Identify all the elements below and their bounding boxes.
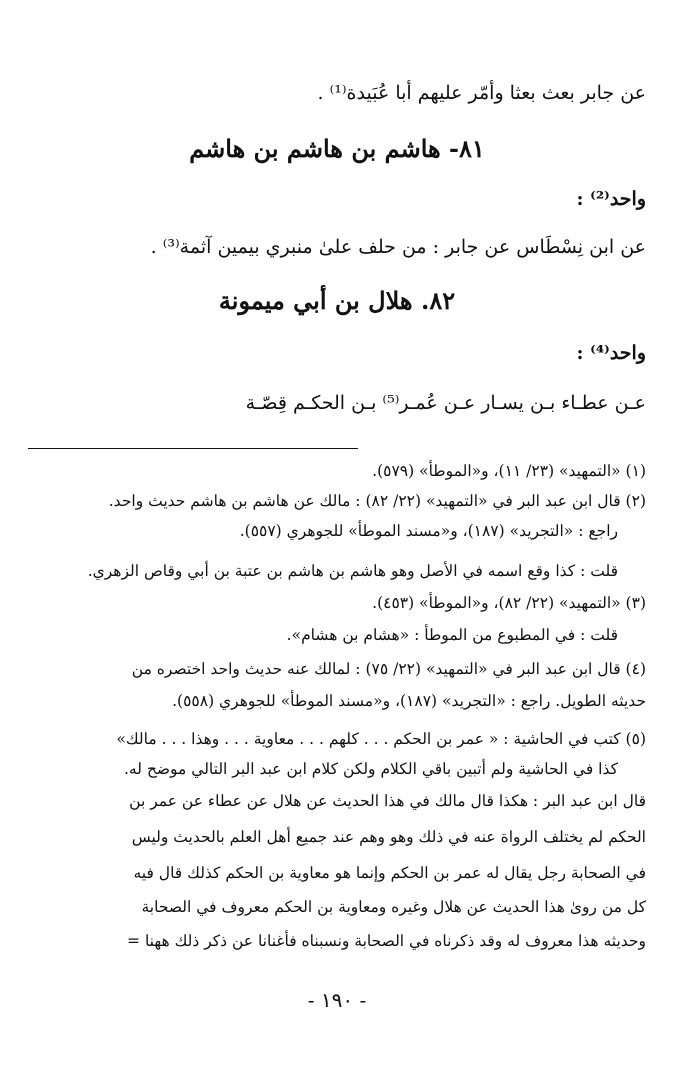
footnote-1: (١) «التمهيد» (٢٣/ ١١)، و«الموطأ» (٥٧٩). (372, 462, 646, 480)
footnote-5-line-5: في الصحابة رجل يقال له عمر بن الحكم وإنما هو معاوية بن الحكم كذلك قال فيه (133, 864, 646, 882)
footnote-3-line-1: (٣) «التمهيد» (٢٢/ ٨٢)، و«الموطأ» (٤٥٣). (372, 594, 646, 612)
text-line-ibn-nistas: عن ابن نِسْطَاس عن جابر : من حلف علىٰ منبري بيمين آثمة⁽³⁾ . (150, 236, 646, 258)
footnote-5-line-1: (٥) كتب في الحاشية : « عمر بن الحكم . . . كلهم . . . معاوية . . . وهذا . . . مالك» (116, 730, 646, 748)
section-heading-82: ٨٢. هلال بن أبي ميمونة (218, 286, 456, 315)
footnote-5-line-3: قال ابن عبد البر : هكذا قال مالك في هذا الحديث عن هلال عن عطاء عن عمر بن (129, 792, 646, 810)
footnote-5-line-7: وحديثه هذا معروف له وقد ذكرناه في الصحابة ونسبناه فأغنانا عن ذكر ذلك ههنا = (127, 932, 646, 950)
text-line-jabir: عن جابر بعث بعثا وأمّر عليهم أبا عُبَيدة⁽¹⁾ . (317, 82, 646, 104)
section-heading-81: ٨١- هاشم بن هاشم بن هاشم (189, 134, 485, 163)
footnote-4-line-1: (٤) قال ابن عبد البر في «التمهيد» (٢٢/ ٧٥) : لمالك عنه حديث واحد اختصره من (131, 660, 646, 678)
footnote-5-line-2: كذا في الحاشية ولم أتبين باقي الكلام ولكن كلام ابن عبد البر التالي موضح له. (124, 760, 618, 778)
footnote-5-line-4: الحكم لم يختلف الرواة عنه في ذلك وهو وهم عند جميع أهل العلم بالحديث وليس (131, 828, 646, 846)
footnote-separator (28, 448, 358, 449)
page-number: - ١٩٠ - (307, 988, 367, 1012)
footnote-2-line-1: (٢) قال ابن عبد البر في «التمهيد» (٢٢/ ٨٢) : مالك عن هاشم بن هاشم حديث واحد. (108, 492, 646, 510)
text-line-ata: عـن عطـاء بـن يسـار عـن عُمـر⁽⁵⁾ بـن الحكـم قِصّـة (245, 392, 646, 414)
footnote-4-line-2: حديثه الطويل. راجع : «التجريد» (١٨٧)، و«مسند الموطأ» للجوهري (٥٥٨). (172, 692, 646, 710)
footnote-3-line-2: قلت : في المطبوع من الموطأ : «هشام بن هشام». (286, 626, 618, 644)
footnote-5-line-6: كل من روىٰ هذا الحديث عن هلال وغيره ومعاوية بن الحكم معروف في الصحابة (141, 898, 646, 916)
footnote-2-line-3: قلت : كذا وقع اسمه في الأصل وهو هاشم بن هاشم بن عتبة بن أبي وقاص الزهري. (87, 562, 618, 580)
label-wahid-1: واحد⁽²⁾ : (576, 188, 646, 210)
label-wahid-2: واحد⁽⁴⁾ : (576, 342, 646, 364)
footnote-2-line-2: راجع : «التجريد» (١٨٧)، و«مسند الموطأ» للجوهري (٥٥٧). (239, 522, 618, 540)
